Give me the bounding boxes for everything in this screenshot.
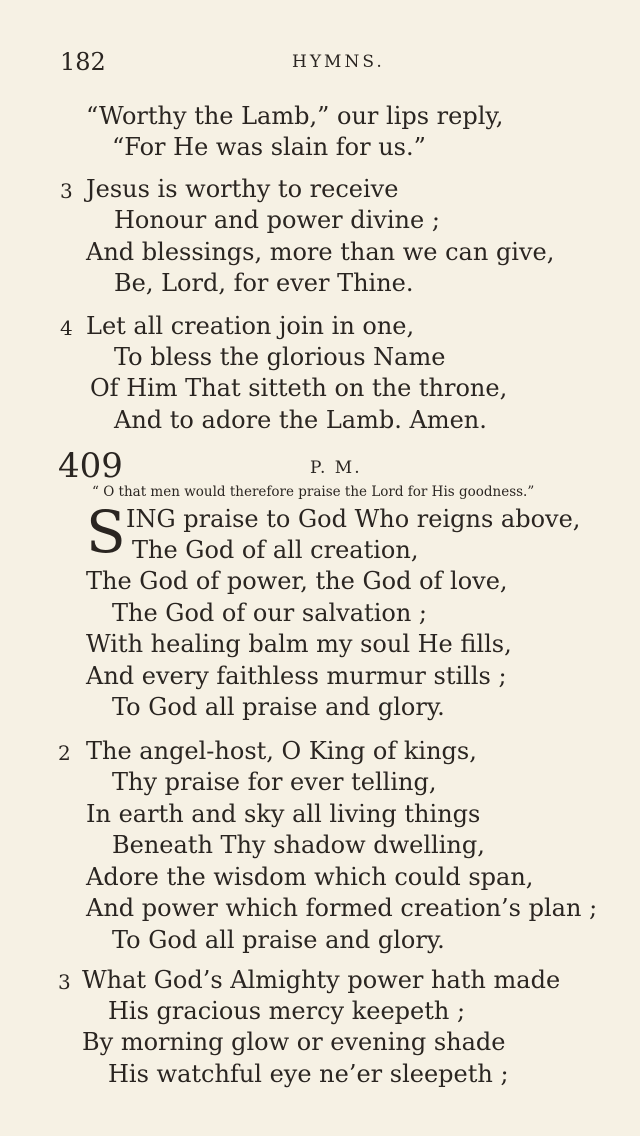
verse-number: 4 (60, 316, 73, 340)
verse-line: And power which formed creation’s plan ; (86, 894, 598, 922)
verse-line: Thy praise for ever telling, (112, 768, 437, 796)
verse-line: His watchful eye ne’er sleepeth ; (108, 1060, 509, 1088)
hymn-number: 409 (58, 446, 123, 486)
hymn-epigraph: “ O that men would therefore praise the Lord for His goodness.” (92, 484, 535, 500)
verse-line: Let all creation join in one, (86, 312, 415, 340)
drop-cap: S (86, 498, 126, 566)
verse-line: Be, Lord, for ever Thine. (114, 269, 414, 297)
verse-line: The God of our salvation ; (112, 599, 427, 627)
verse-line: And every faithless murmur stills ; (86, 662, 507, 690)
verse-line: Beneath Thy shadow dwelling, (112, 831, 485, 859)
verse-line: The angel-host, O King of kings, (86, 737, 477, 765)
verse-line: Jesus is worthy to receive (86, 175, 399, 203)
carryover-line-2: “For He was slain for us.” (112, 133, 426, 161)
verse-number: 2 (58, 741, 71, 765)
verse-line: To God all praise and glory. (112, 926, 445, 954)
verse-line: And to adore the Lamb. Amen. (114, 406, 487, 434)
verse-line: The God of all creation, (132, 536, 419, 564)
verse-line: By morning glow or evening shade (82, 1028, 506, 1056)
page-number: 182 (60, 48, 106, 76)
verse-line: To God all praise and glory. (112, 693, 445, 721)
verse-line: Honour and power divine ; (114, 206, 440, 234)
verse-line: In earth and sky all living things (86, 800, 481, 828)
verse-line: With healing balm my soul He fills, (86, 630, 512, 658)
verse-number: 3 (60, 179, 73, 203)
verse-line: Adore the wisdom which could span, (86, 863, 534, 891)
verse-line: ING praise to God Who reigns above, (126, 505, 581, 533)
verse-line: The God of power, the God of love, (86, 567, 508, 595)
carryover-line-1: “Worthy the Lamb,” our lips reply, (86, 102, 504, 130)
verse-line: What God’s Almighty power hath made (82, 966, 561, 994)
verse-line: And blessings, more than we can give, (86, 238, 555, 266)
verse-line: His gracious mercy keepeth ; (108, 997, 466, 1025)
hymn-meter: P. M. (310, 458, 362, 478)
verse-line: Of Him That sitteth on the throne, (90, 374, 508, 402)
verse-line: To bless the glorious Name (114, 343, 446, 371)
verse-number: 3 (58, 970, 71, 994)
running-header: HYMNS. (292, 52, 385, 72)
